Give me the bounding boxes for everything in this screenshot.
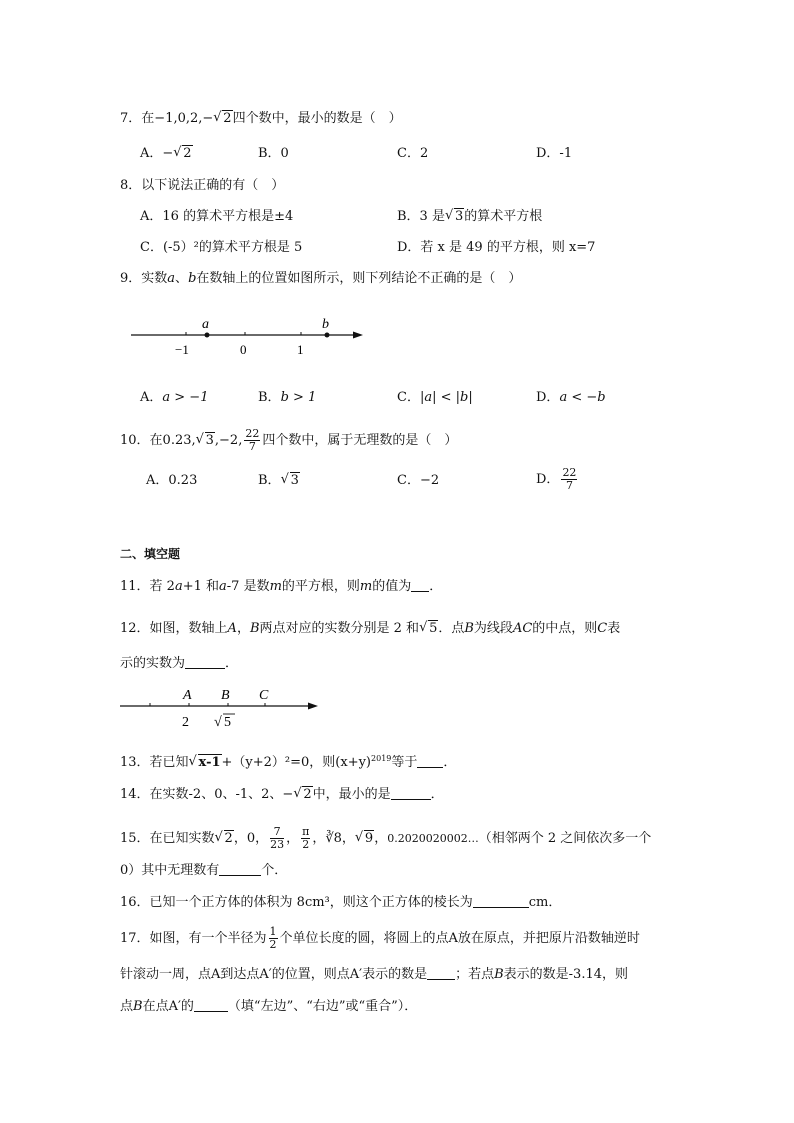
q10-option-d[interactable]: D． $\frac{22}{7}$ [536,466,577,492]
answer-blank-17a[interactable] [427,966,455,980]
answer-blank-17b[interactable] [194,998,228,1012]
q7-stem: 7．在−1,0,2,−√ 2四个数中，最小的数是（ ） [120,111,402,126]
question-15-line-2: 0）其中无理数有 个． [120,863,288,878]
q10-option-c[interactable]: C．−2 [397,473,440,488]
q7-option-d[interactable]: D．-1 [536,146,573,161]
question-17-line-1: 17．如图，有一个半径为 $\frac{1}{2}$ 个单位长度的圆，将圆上的点A放在原点，并把原片沿数轴逆时 [120,925,640,951]
point-B-label: B [221,688,230,703]
section-heading-fill-in: 二、填空题 [120,547,181,561]
answer-blank-13[interactable] [417,754,443,768]
point-A-label: A [183,688,192,703]
fraction-22-7: $\frac{22}{7}$ [245,427,260,453]
q8-option-b[interactable]: B．3 是√ 3的算术平方根 [397,208,542,226]
point-a-label: a [202,317,209,332]
question-16: 16．已知一个正方体的体积为 8cm³，则这个正方体的棱长为 cm． [120,895,562,910]
answer-blank-14[interactable] [391,786,431,800]
point-C-label: C [259,688,269,703]
sqrt-2: √ 2 [213,110,232,128]
question-11: 11．若 2a+1 和a-7 是数m的平方根，则m的值为 ． [120,579,443,594]
radical-sign: √ [214,715,222,730]
q10-option-a[interactable]: A．0.23 [146,473,198,488]
tick-label-1: 1 [297,342,304,357]
question-13: 13．若已知√ x-1+（y+2）²=0，则$(x+y)^{2019}$等于 ． [120,750,456,772]
question-17-line-2: 针滚动一周，点A到达点A′的位置，则点A′表示的数是 ；若点B表示的数是-3.14，则 [120,967,628,982]
q8-option-d[interactable]: D．若 x 是 49 的平方根，则 x=7 [397,240,596,255]
q7-option-a[interactable]: A．−√ 2 [140,145,193,163]
value-label-2: 2 [182,715,189,730]
question-14: 14．在实数-2、0、-1、2、−√ 2中，最小的是 ． [120,786,444,804]
q9-option-c[interactable]: C．|a| < |b| [397,390,473,405]
q7-option-b[interactable]: B．0 [258,146,289,161]
tick-label-0: 0 [240,342,247,357]
q7-option-c[interactable]: C．2 [397,146,429,161]
q9-option-d[interactable]: D．a < −b [536,390,606,405]
value-label-sqrt5: 5 [224,715,231,730]
answer-blank-11[interactable] [411,578,429,592]
tick-label-minus-1: −1 [175,342,189,357]
q8-option-a[interactable]: A．16 的算术平方根是±4 [140,209,294,224]
q9-option-b[interactable]: B．b > 1 [258,390,317,405]
q9-number-line [125,312,375,362]
question-10: 10．在0.23,√ 3,−2, $\frac{22}{7}$ 四个数中，属于无理数的是（ ） [120,428,457,453]
q8-option-c[interactable]: C．(-5）²的算术平方根是 5 [140,240,303,255]
point-b-label: b [322,317,329,332]
question-7 [120,110,402,128]
q10-option-b[interactable]: B．√ 3 [258,472,300,490]
point-b-marker [325,333,330,338]
answer-blank-16[interactable] [473,894,529,908]
q12-number-line [115,682,325,732]
question-15-line-1: 15．在已知实数√ 2，0， $\frac{7}{23}$ ， $\frac{\pi}{2}$ ，∛8，√ 9，0.2020020002…（相邻两个 2 之间依次多一个 [120,826,651,851]
answer-blank-12[interactable] [185,655,225,669]
question-8: 8．以下说法正确的有（ ） [120,178,285,193]
question-9: 9．实数a、b在数轴上的位置如图所示，则下列结论不正确的是（ ） [120,271,522,286]
answer-blank-15[interactable] [219,862,261,876]
question-17-line-3: 点B在点A′的 （填“左边”、“右边”或“重合”）． [120,999,418,1014]
q9-option-a[interactable]: A．a > −1 [140,390,209,405]
question-12-line-2: 示的实数为 ． [120,656,239,671]
question-12-line-1: 12．如图，数轴上A，B两点对应的实数分别是 2 和√ 5．点B为线段AC的中点，则C表 [120,620,620,638]
point-a-marker [205,333,210,338]
